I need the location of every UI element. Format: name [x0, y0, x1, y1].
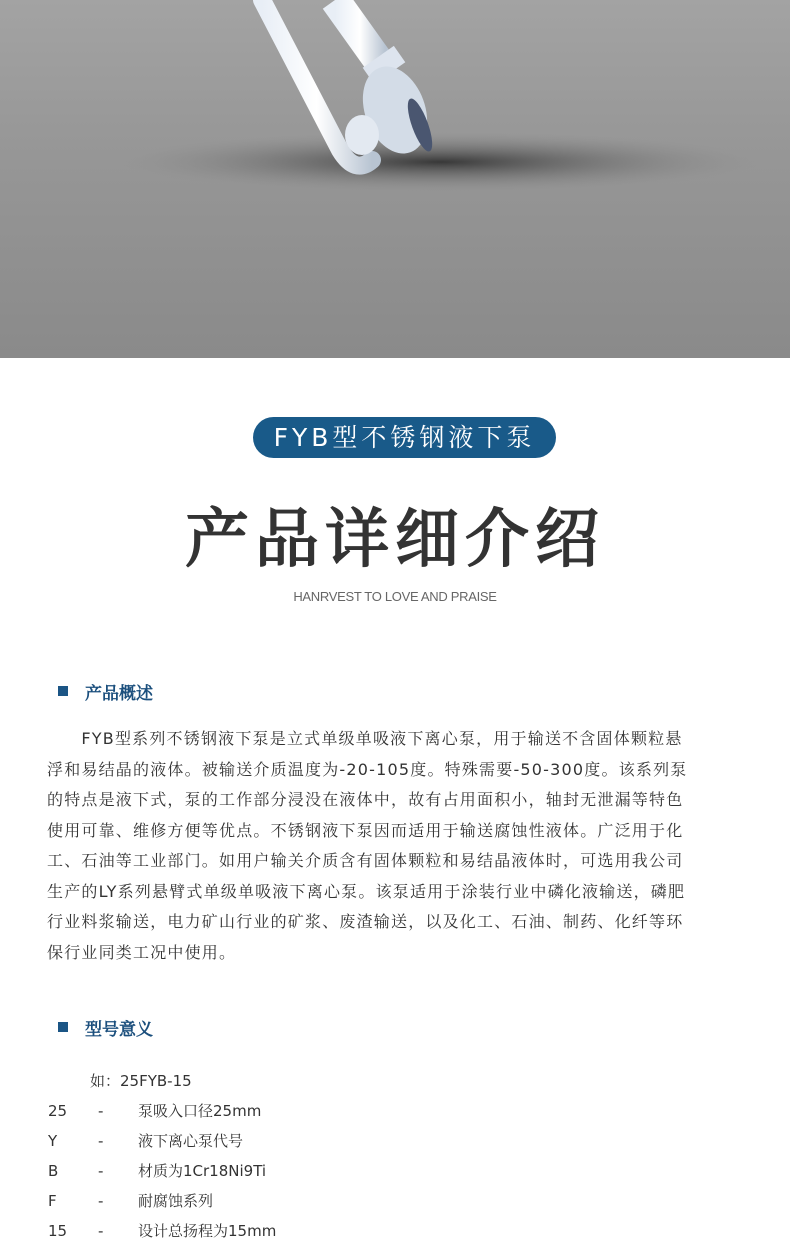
square-bullet-icon — [58, 686, 68, 696]
list-item — [48, 1128, 276, 1158]
paragraph-line: 浮和易结晶的液体。被输送介质温度为-20-105度。特殊需要-50-300度。该系列泵 — [47, 759, 688, 779]
section-heading-overview — [58, 680, 153, 702]
section-title: 产品概述 — [85, 683, 153, 704]
list-item — [48, 1218, 276, 1248]
paragraph-line: 的特点是液下式，泵的工作部分浸没在液体中，故有占用面积小，轴封无泄漏等特色 — [47, 790, 684, 809]
description: 耐腐蚀系列 — [138, 1192, 214, 1210]
dash: - — [98, 1222, 104, 1240]
pump-illustration — [0, 0, 790, 358]
product-name-badge: FYB型不锈钢液下泵 — [253, 417, 556, 458]
section-heading-model — [58, 1016, 153, 1038]
paragraph-line: 生产的LY系列悬臂式单级单吸液下离心泵。该泵适用于涂装行业中磷化液输送，磷肥 — [47, 881, 686, 901]
description: 泵吸入口径25mm — [138, 1102, 262, 1120]
list-item — [48, 1098, 276, 1128]
paragraph-line: 保行业同类工况中使用。 — [47, 942, 237, 962]
dash: - — [98, 1102, 104, 1120]
model-meaning-list — [48, 1068, 276, 1248]
code: Y — [48, 1132, 58, 1150]
square-bullet-icon — [58, 1022, 68, 1032]
dash: - — [98, 1162, 104, 1180]
overview-paragraph — [47, 724, 757, 968]
paragraph-line: 使用可靠、维修方便等优点。不锈钢液下泵因而适用于输送腐蚀性液体。广泛用于化 — [47, 820, 684, 840]
description: 材质为1Cr18Ni9Ti — [138, 1162, 267, 1180]
code: B — [48, 1162, 59, 1180]
code: F — [48, 1192, 57, 1210]
paragraph-line: FYB型系列不锈钢液下泵是立式单级单吸液下离心泵，用于输送不含固体颗粒悬 — [47, 729, 683, 748]
dash: - — [98, 1132, 104, 1150]
page-subtitle: HANRVEST TO LOVE AND PRAISE — [293, 589, 497, 604]
paragraph-line: 行业料浆输送，电力矿山行业的矿浆、废渣输送，以及化工、石油、制药、化纤等环 — [47, 912, 684, 931]
page-title: 产品详细介绍 — [185, 503, 605, 577]
list-item — [48, 1158, 276, 1188]
description: 设计总扬程为15mm — [138, 1222, 277, 1240]
model-example: 如：25FYB-15 — [90, 1072, 192, 1090]
product-photo — [0, 0, 790, 358]
description: 液下离心泵代号 — [138, 1132, 244, 1150]
code: 15 — [48, 1222, 68, 1240]
dash: - — [98, 1192, 104, 1210]
section-title: 型号意义 — [85, 1019, 153, 1040]
list-item — [48, 1188, 276, 1218]
paragraph-line: 工、石油等工业部门。如用户输关介质含有固体颗粒和易结晶液体时，可选用我公司 — [47, 851, 684, 870]
code: 25 — [48, 1102, 68, 1120]
